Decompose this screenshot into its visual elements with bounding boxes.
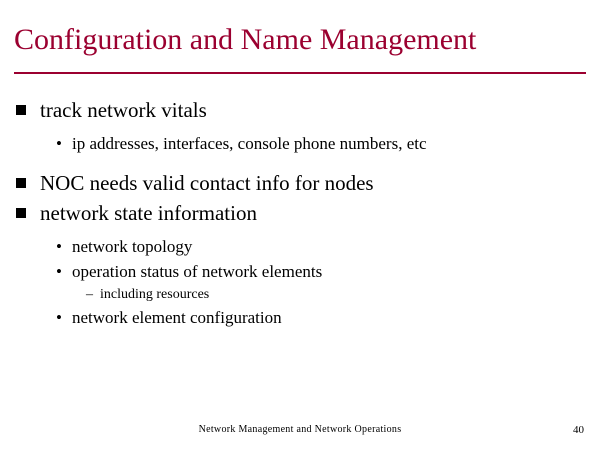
bullet-level1 [14, 96, 586, 124]
dash-bullet-icon: – [86, 287, 93, 302]
page-number: 40 [573, 424, 584, 436]
dot-bullet-icon: • [56, 134, 62, 153]
page-title: Configuration and Name Management [14, 23, 477, 56]
square-bullet-icon [16, 105, 26, 115]
spacer [14, 157, 586, 169]
bullet-level3 [14, 285, 586, 305]
bullet-level2 [14, 260, 586, 284]
bullet-text: operation status of network elements [72, 262, 323, 281]
slide-body [14, 96, 586, 331]
dot-bullet-icon: • [56, 308, 62, 327]
title-divider [14, 72, 586, 74]
bullet-level1 [14, 199, 586, 227]
bullet-text: ip addresses, interfaces, console phone numbers, etc [72, 134, 427, 153]
bullet-text: network state information [40, 201, 257, 225]
dot-bullet-icon: • [56, 237, 62, 256]
bullet-level1 [14, 169, 586, 197]
bullet-text: track network vitals [40, 98, 207, 122]
bullet-level2 [14, 132, 586, 156]
bullet-level2 [14, 306, 586, 330]
square-bullet-icon [16, 178, 26, 188]
bullet-text: network topology [72, 237, 193, 256]
slide-footer: Network Management and Network Operations [198, 424, 402, 435]
dot-bullet-icon: • [56, 262, 62, 281]
bullet-text: NOC needs valid contact info for nodes [40, 171, 374, 195]
bullet-text: network element configuration [72, 308, 282, 327]
bullet-level2 [14, 235, 586, 259]
square-bullet-icon [16, 208, 26, 218]
bullet-text: including resources [100, 287, 210, 302]
